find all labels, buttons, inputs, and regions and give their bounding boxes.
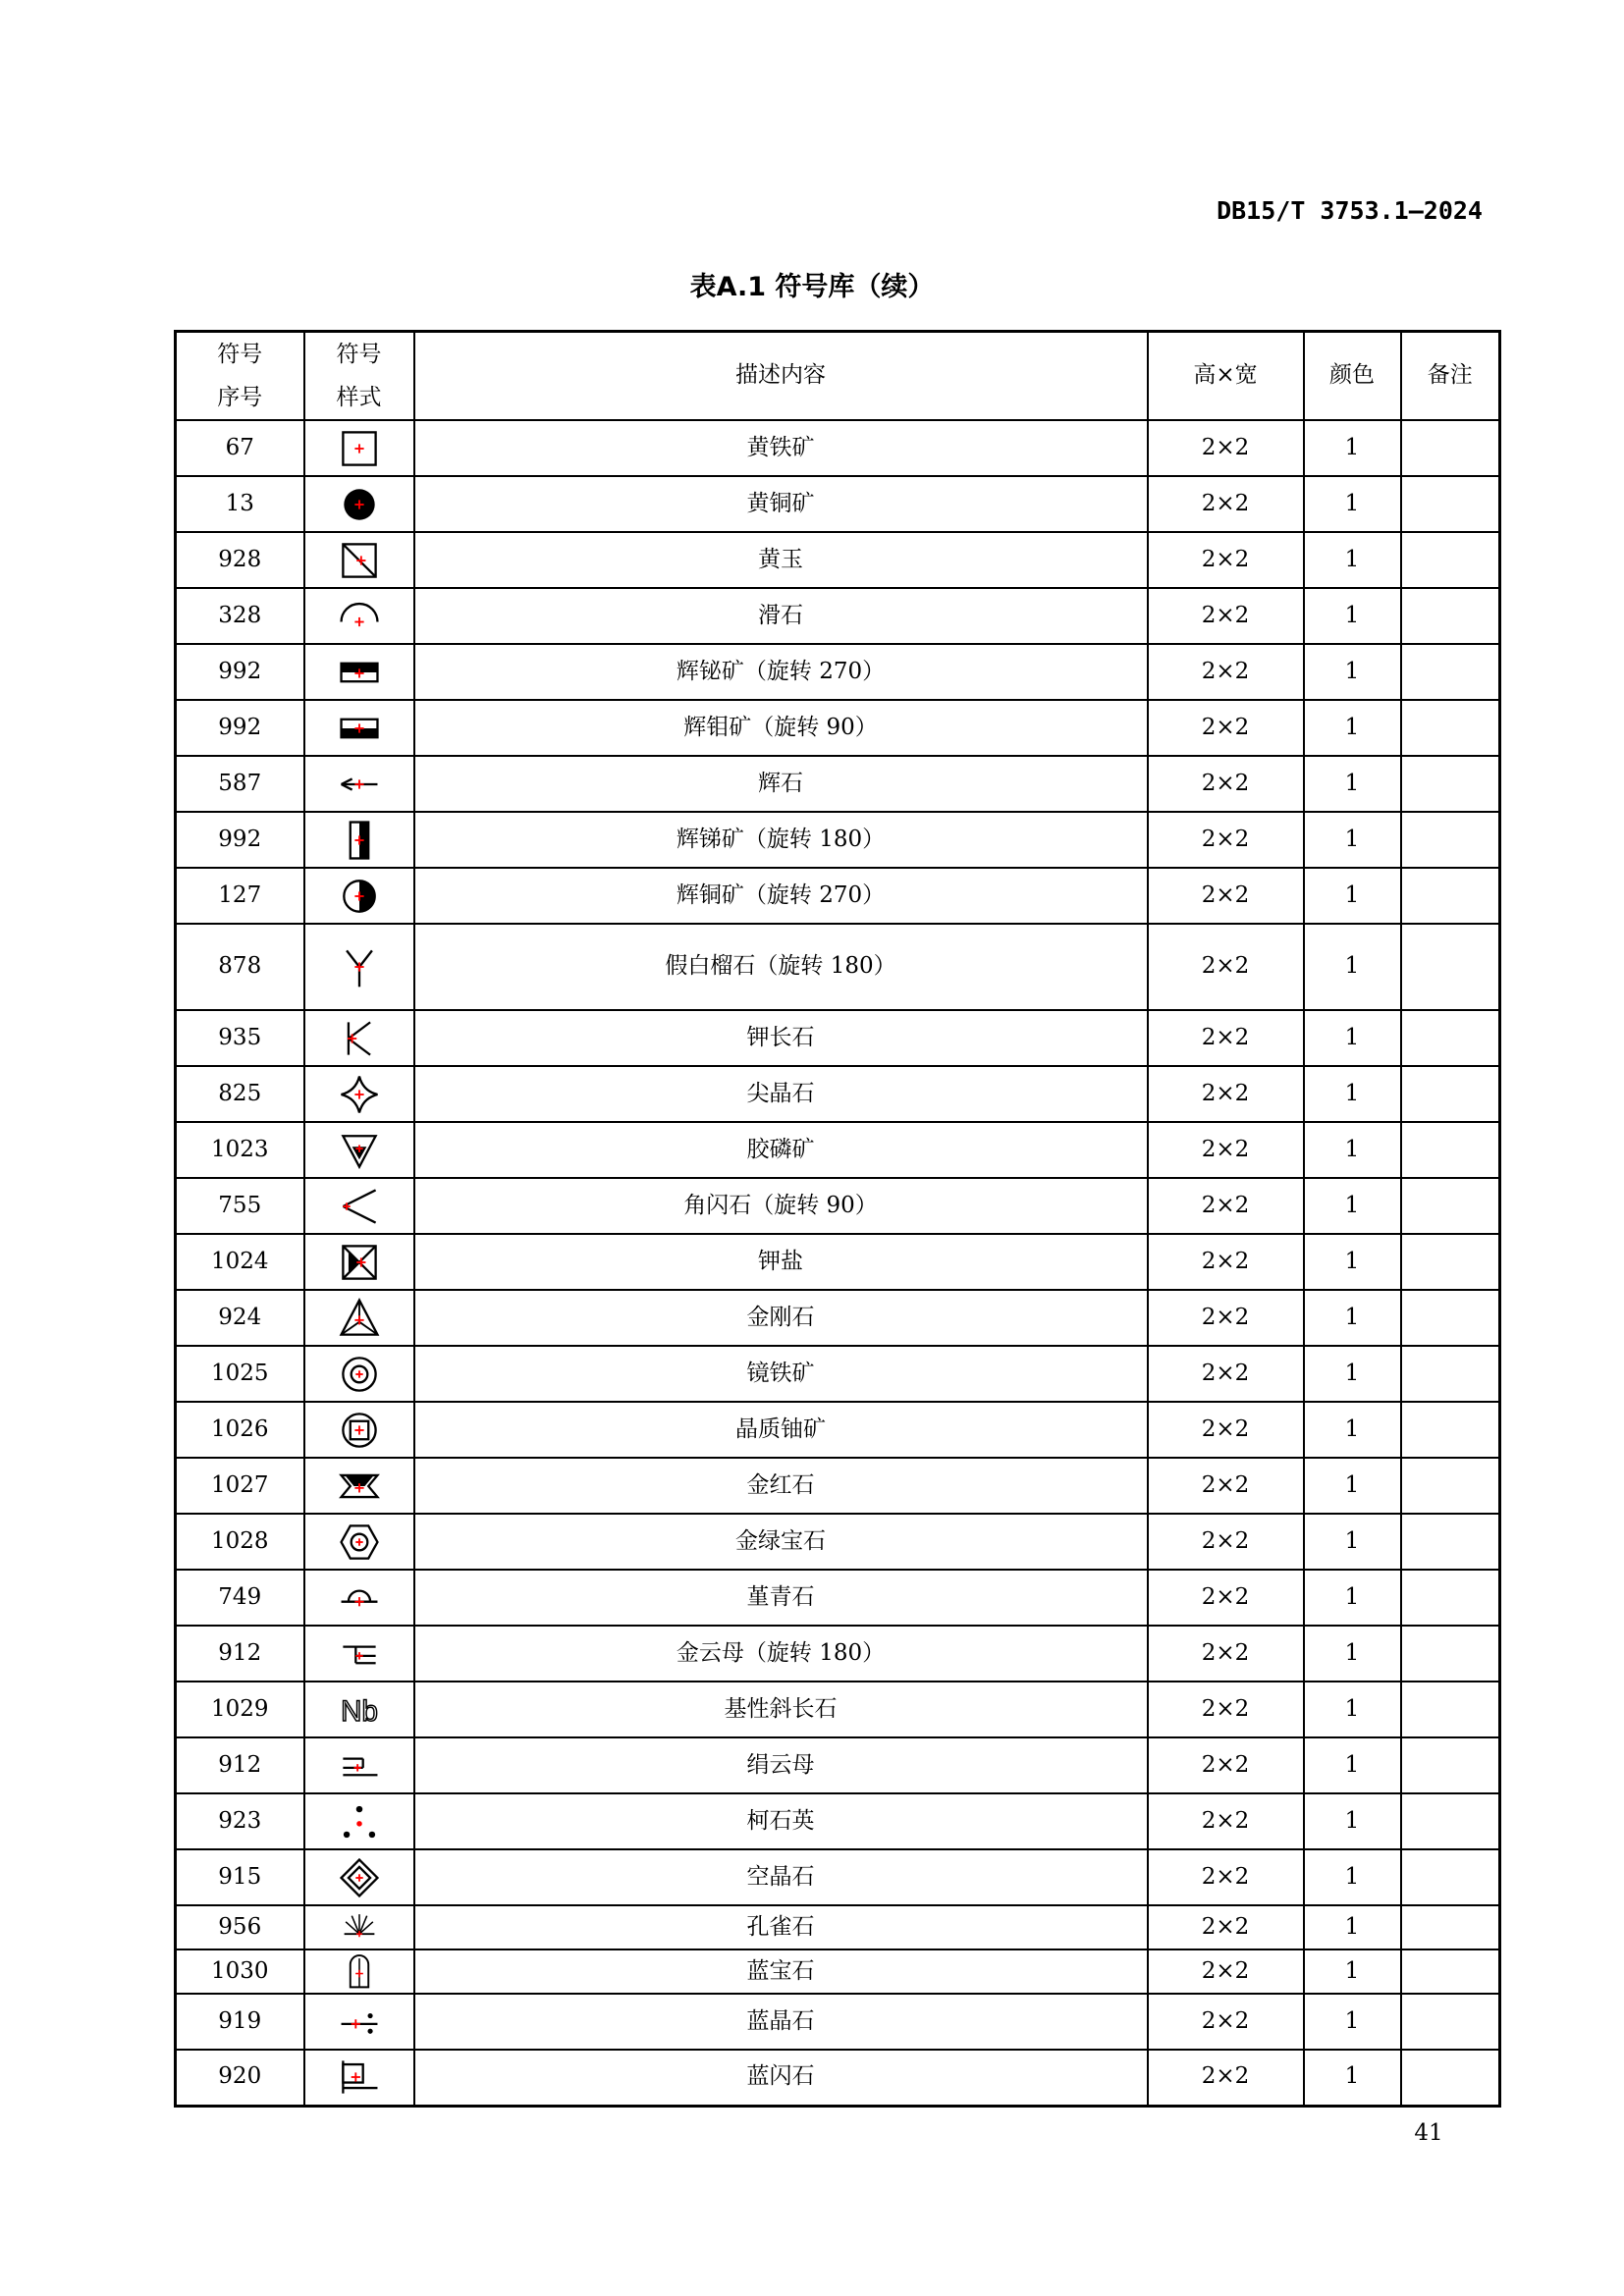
cell-color: 1	[1304, 588, 1401, 644]
square-diagonal-icon	[336, 537, 383, 584]
cell-color: 1	[1304, 1122, 1401, 1178]
cell-desc: 辉铜矿（旋转 270）	[414, 868, 1148, 924]
cell-symbol	[304, 868, 414, 924]
cell-color: 1	[1304, 1402, 1401, 1458]
symbol-table	[174, 330, 1501, 2108]
cell-note	[1401, 1066, 1500, 1122]
cell-color: 1	[1304, 1290, 1401, 1346]
cell-size: 2×2	[1148, 420, 1304, 476]
cell-seq: 878	[176, 924, 304, 1010]
table-row	[176, 1122, 1500, 1178]
cell-symbol	[304, 1793, 414, 1849]
cell-desc: 辉钼矿（旋转 90）	[414, 700, 1148, 756]
cell-desc: 镜铁矿	[414, 1346, 1148, 1402]
cell-size: 2×2	[1148, 756, 1304, 812]
table-row	[176, 700, 1500, 756]
cell-size: 2×2	[1148, 1737, 1304, 1793]
cell-symbol	[304, 644, 414, 700]
cell-color: 1	[1304, 644, 1401, 700]
cell-symbol	[304, 1234, 414, 1290]
cell-color: 1	[1304, 1737, 1401, 1793]
cell-size: 2×2	[1148, 1949, 1304, 1994]
cell-desc: 基性斜长石	[414, 1682, 1148, 1737]
cell-seq: 956	[176, 1905, 304, 1949]
header-style-line1: 符号	[336, 342, 382, 367]
cell-symbol	[304, 1290, 414, 1346]
cell-symbol	[304, 1514, 414, 1570]
cell-size: 2×2	[1148, 1122, 1304, 1178]
three-dots-icon	[336, 1798, 383, 1845]
table-row	[176, 1290, 1500, 1346]
bowtie-icon	[336, 1463, 383, 1510]
cell-note	[1401, 1626, 1500, 1682]
cell-seq: 1023	[176, 1122, 304, 1178]
cell-symbol	[304, 700, 414, 756]
cell-seq: 915	[176, 1849, 304, 1905]
cell-symbol	[304, 1905, 414, 1949]
cell-note	[1401, 532, 1500, 588]
rect-bottom-filled-icon	[336, 705, 383, 752]
inverted-triangle-icon	[336, 1127, 383, 1174]
cell-color: 1	[1304, 1346, 1401, 1402]
bracket-lines-icon	[336, 1630, 383, 1678]
cell-note	[1401, 1905, 1500, 1949]
cell-desc: 空晶石	[414, 1849, 1148, 1905]
cell-symbol	[304, 1570, 414, 1626]
cell-desc: 孔雀石	[414, 1905, 1148, 1949]
cell-seq: 924	[176, 1290, 304, 1346]
header-color: 颜色	[1304, 332, 1401, 421]
cell-symbol	[304, 1066, 414, 1122]
cell-seq: 13	[176, 476, 304, 532]
cell-size: 2×2	[1148, 644, 1304, 700]
arc-icon	[336, 593, 383, 640]
cell-size: 2×2	[1148, 1514, 1304, 1570]
table-row	[176, 532, 1500, 588]
cell-color: 1	[1304, 532, 1401, 588]
table-row	[176, 1849, 1500, 1905]
cell-note	[1401, 588, 1500, 644]
cell-seq: 67	[176, 420, 304, 476]
cell-desc: 辉铋矿（旋转 270）	[414, 644, 1148, 700]
cell-size: 2×2	[1148, 1793, 1304, 1849]
half-filled-circle-icon	[336, 873, 383, 920]
page-number: 41	[1414, 2120, 1443, 2146]
cell-symbol	[304, 924, 414, 1010]
table-row	[176, 1514, 1500, 1570]
cell-seq: 587	[176, 756, 304, 812]
cell-seq: 992	[176, 700, 304, 756]
cell-size: 2×2	[1148, 1458, 1304, 1514]
header-seq	[176, 332, 304, 421]
cell-color: 1	[1304, 1010, 1401, 1066]
table-body	[176, 420, 1500, 2106]
cell-size: 2×2	[1148, 1066, 1304, 1122]
cell-note	[1401, 1402, 1500, 1458]
arc-line-icon	[336, 1575, 383, 1622]
cell-size: 2×2	[1148, 1402, 1304, 1458]
cell-note	[1401, 1290, 1500, 1346]
cell-note	[1401, 1346, 1500, 1402]
cell-note	[1401, 1737, 1500, 1793]
cell-symbol	[304, 1994, 414, 2050]
cell-size: 2×2	[1148, 1178, 1304, 1234]
cell-color: 1	[1304, 1570, 1401, 1626]
cell-size: 2×2	[1148, 1626, 1304, 1682]
arch-box-icon	[340, 1952, 379, 1992]
cell-color: 1	[1304, 812, 1401, 868]
cell-seq: 1027	[176, 1458, 304, 1514]
table-row	[176, 1346, 1500, 1402]
cell-note	[1401, 868, 1500, 924]
cell-seq: 920	[176, 2050, 304, 2106]
header-note: 备注	[1401, 332, 1500, 421]
cell-symbol	[304, 2050, 414, 2106]
cell-seq: 923	[176, 1793, 304, 1849]
header-seq-line2: 序号	[217, 385, 263, 410]
cell-seq: 928	[176, 532, 304, 588]
table-row	[176, 1905, 1500, 1949]
cell-desc: 金云母（旋转 180）	[414, 1626, 1148, 1682]
angle-icon	[336, 1183, 383, 1230]
cell-note	[1401, 644, 1500, 700]
cell-desc: 黄铁矿	[414, 420, 1148, 476]
cell-symbol	[304, 476, 414, 532]
cell-color: 1	[1304, 476, 1401, 532]
nb-text-icon	[336, 1686, 383, 1734]
cell-size: 2×2	[1148, 1905, 1304, 1949]
cell-color: 1	[1304, 1793, 1401, 1849]
cell-color: 1	[1304, 420, 1401, 476]
cell-seq: 825	[176, 1066, 304, 1122]
cell-desc: 钾盐	[414, 1234, 1148, 1290]
cell-desc: 金绿宝石	[414, 1514, 1148, 1570]
cell-color: 1	[1304, 1234, 1401, 1290]
cell-size: 2×2	[1148, 1234, 1304, 1290]
cell-desc: 晶质铀矿	[414, 1402, 1148, 1458]
header-seq-line1: 符号	[217, 342, 263, 367]
cell-note	[1401, 1570, 1500, 1626]
cell-color: 1	[1304, 1458, 1401, 1514]
cell-seq: 912	[176, 1737, 304, 1793]
four-point-star-icon	[336, 1071, 383, 1118]
header-size: 高×宽	[1148, 332, 1304, 421]
cell-desc: 黄玉	[414, 532, 1148, 588]
square-x-icon	[336, 1239, 383, 1286]
cell-seq: 992	[176, 812, 304, 868]
cell-size: 2×2	[1148, 700, 1304, 756]
cell-note	[1401, 1122, 1500, 1178]
header-style	[304, 332, 414, 421]
cell-symbol	[304, 756, 414, 812]
cell-symbol	[304, 588, 414, 644]
cell-desc: 胶磷矿	[414, 1122, 1148, 1178]
cell-seq: 1030	[176, 1949, 304, 1994]
cell-symbol	[304, 420, 414, 476]
cell-symbol	[304, 812, 414, 868]
cell-note	[1401, 476, 1500, 532]
cell-note	[1401, 1458, 1500, 1514]
cell-symbol	[304, 1949, 414, 1994]
table-header-row	[176, 332, 1500, 421]
cell-desc: 金刚石	[414, 1290, 1148, 1346]
cell-note	[1401, 420, 1500, 476]
cell-seq: 749	[176, 1570, 304, 1626]
flag-line-icon	[336, 2054, 383, 2101]
header-style-line2: 样式	[336, 385, 382, 410]
cell-symbol	[304, 1626, 414, 1682]
cell-note	[1401, 1178, 1500, 1234]
cell-symbol	[304, 1849, 414, 1905]
table-row	[176, 756, 1500, 812]
cell-symbol	[304, 1458, 414, 1514]
cell-note	[1401, 700, 1500, 756]
table-row	[176, 1793, 1500, 1849]
cell-desc: 金红石	[414, 1458, 1148, 1514]
cell-note	[1401, 1234, 1500, 1290]
cell-color: 1	[1304, 756, 1401, 812]
cell-desc: 柯石英	[414, 1793, 1148, 1849]
cell-symbol	[304, 1737, 414, 1793]
cell-size: 2×2	[1148, 1849, 1304, 1905]
dash-dot-line-icon	[336, 1999, 383, 2046]
filled-circle-icon	[336, 481, 383, 528]
cell-note	[1401, 756, 1500, 812]
cell-size: 2×2	[1148, 1994, 1304, 2050]
cell-note	[1401, 1010, 1500, 1066]
cell-seq: 1028	[176, 1514, 304, 1570]
cell-seq: 935	[176, 1010, 304, 1066]
rect-right-filled-icon	[336, 817, 383, 864]
cell-size: 2×2	[1148, 924, 1304, 1010]
cell-size: 2×2	[1148, 532, 1304, 588]
hexagon-circle-icon	[336, 1519, 383, 1566]
k-shape-icon	[336, 1015, 383, 1062]
cell-note	[1401, 1793, 1500, 1849]
cell-color: 1	[1304, 700, 1401, 756]
cell-desc: 尖晶石	[414, 1066, 1148, 1122]
table-row	[176, 1234, 1500, 1290]
cell-size: 2×2	[1148, 1290, 1304, 1346]
square-cross-icon	[336, 425, 383, 472]
cell-symbol	[304, 1010, 414, 1066]
cell-desc: 绢云母	[414, 1737, 1148, 1793]
cell-color: 1	[1304, 1905, 1401, 1949]
table-row	[176, 588, 1500, 644]
cell-seq: 1025	[176, 1346, 304, 1402]
cell-desc: 滑石	[414, 588, 1148, 644]
cell-size: 2×2	[1148, 868, 1304, 924]
cell-note	[1401, 1682, 1500, 1737]
cell-size: 2×2	[1148, 1010, 1304, 1066]
cell-color: 1	[1304, 924, 1401, 1010]
cell-symbol	[304, 532, 414, 588]
cell-seq: 328	[176, 588, 304, 644]
cell-color: 1	[1304, 1178, 1401, 1234]
cell-color: 1	[1304, 1682, 1401, 1737]
svg-text:Nb: Nb	[340, 1694, 378, 1728]
table-row	[176, 1949, 1500, 1994]
table-row	[176, 868, 1500, 924]
header-desc: 描述内容	[414, 332, 1148, 421]
table-row	[176, 812, 1500, 868]
table-row	[176, 1402, 1500, 1458]
cell-seq: 1029	[176, 1682, 304, 1737]
cell-desc: 黄铜矿	[414, 476, 1148, 532]
cell-size: 2×2	[1148, 476, 1304, 532]
cell-symbol	[304, 1402, 414, 1458]
table-row	[176, 1570, 1500, 1626]
cell-size: 2×2	[1148, 1682, 1304, 1737]
cell-color: 1	[1304, 1514, 1401, 1570]
cell-note	[1401, 1949, 1500, 1994]
cell-symbol	[304, 1682, 414, 1737]
table-row	[176, 1458, 1500, 1514]
cell-size: 2×2	[1148, 1346, 1304, 1402]
cell-seq: 912	[176, 1626, 304, 1682]
y-fork-icon	[336, 943, 383, 990]
cell-desc: 角闪石（旋转 90）	[414, 1178, 1148, 1234]
cell-color: 1	[1304, 868, 1401, 924]
cell-color: 1	[1304, 1066, 1401, 1122]
table-row	[176, 476, 1500, 532]
cell-size: 2×2	[1148, 588, 1304, 644]
cell-desc: 辉石	[414, 756, 1148, 812]
table-row	[176, 420, 1500, 476]
cell-symbol	[304, 1346, 414, 1402]
document-code: DB15/T 3753.1—2024	[1217, 196, 1483, 225]
cell-note	[1401, 1514, 1500, 1570]
cell-desc: 堇青石	[414, 1570, 1148, 1626]
cell-seq: 919	[176, 1994, 304, 2050]
nested-diamond-icon	[336, 1854, 383, 1901]
bracket-lines-right-icon	[336, 1742, 383, 1789]
cell-desc: 蓝晶石	[414, 1994, 1148, 2050]
cell-note	[1401, 924, 1500, 1010]
cell-color: 1	[1304, 1626, 1401, 1682]
cell-seq: 127	[176, 868, 304, 924]
cell-desc: 蓝宝石	[414, 1949, 1148, 1994]
double-circle-icon	[336, 1351, 383, 1398]
cell-symbol	[304, 1178, 414, 1234]
cell-seq: 1026	[176, 1402, 304, 1458]
cell-size: 2×2	[1148, 2050, 1304, 2106]
cell-note	[1401, 1849, 1500, 1905]
table-row	[176, 1626, 1500, 1682]
cell-size: 2×2	[1148, 1570, 1304, 1626]
cell-desc: 钾长石	[414, 1010, 1148, 1066]
cell-note	[1401, 1994, 1500, 2050]
cell-size: 2×2	[1148, 812, 1304, 868]
cell-color: 1	[1304, 2050, 1401, 2106]
cell-note	[1401, 812, 1500, 868]
table-row	[176, 644, 1500, 700]
cell-seq: 992	[176, 644, 304, 700]
table-row	[176, 1682, 1500, 1737]
table-row	[176, 924, 1500, 1010]
table-row	[176, 1737, 1500, 1793]
radiating-lines-icon	[340, 1908, 379, 1948]
cell-color: 1	[1304, 1949, 1401, 1994]
cell-desc: 假白榴石（旋转 180）	[414, 924, 1148, 1010]
arrow-line-icon	[336, 761, 383, 808]
cell-seq: 755	[176, 1178, 304, 1234]
cell-note	[1401, 2050, 1500, 2106]
table-title: 表A.1 符号库（续）	[689, 272, 935, 302]
table-row	[176, 2050, 1500, 2106]
rect-top-filled-icon	[336, 649, 383, 696]
table-row	[176, 1010, 1500, 1066]
table-row	[176, 1994, 1500, 2050]
cell-seq: 1024	[176, 1234, 304, 1290]
cell-color: 1	[1304, 1994, 1401, 2050]
cell-color: 1	[1304, 1849, 1401, 1905]
cell-symbol	[304, 1122, 414, 1178]
cell-desc: 蓝闪石	[414, 2050, 1148, 2106]
table-row	[176, 1066, 1500, 1122]
circle-square-icon	[336, 1407, 383, 1454]
cell-desc: 辉锑矿（旋转 180）	[414, 812, 1148, 868]
triangle-lines-icon	[336, 1295, 383, 1342]
table-row	[176, 1178, 1500, 1234]
